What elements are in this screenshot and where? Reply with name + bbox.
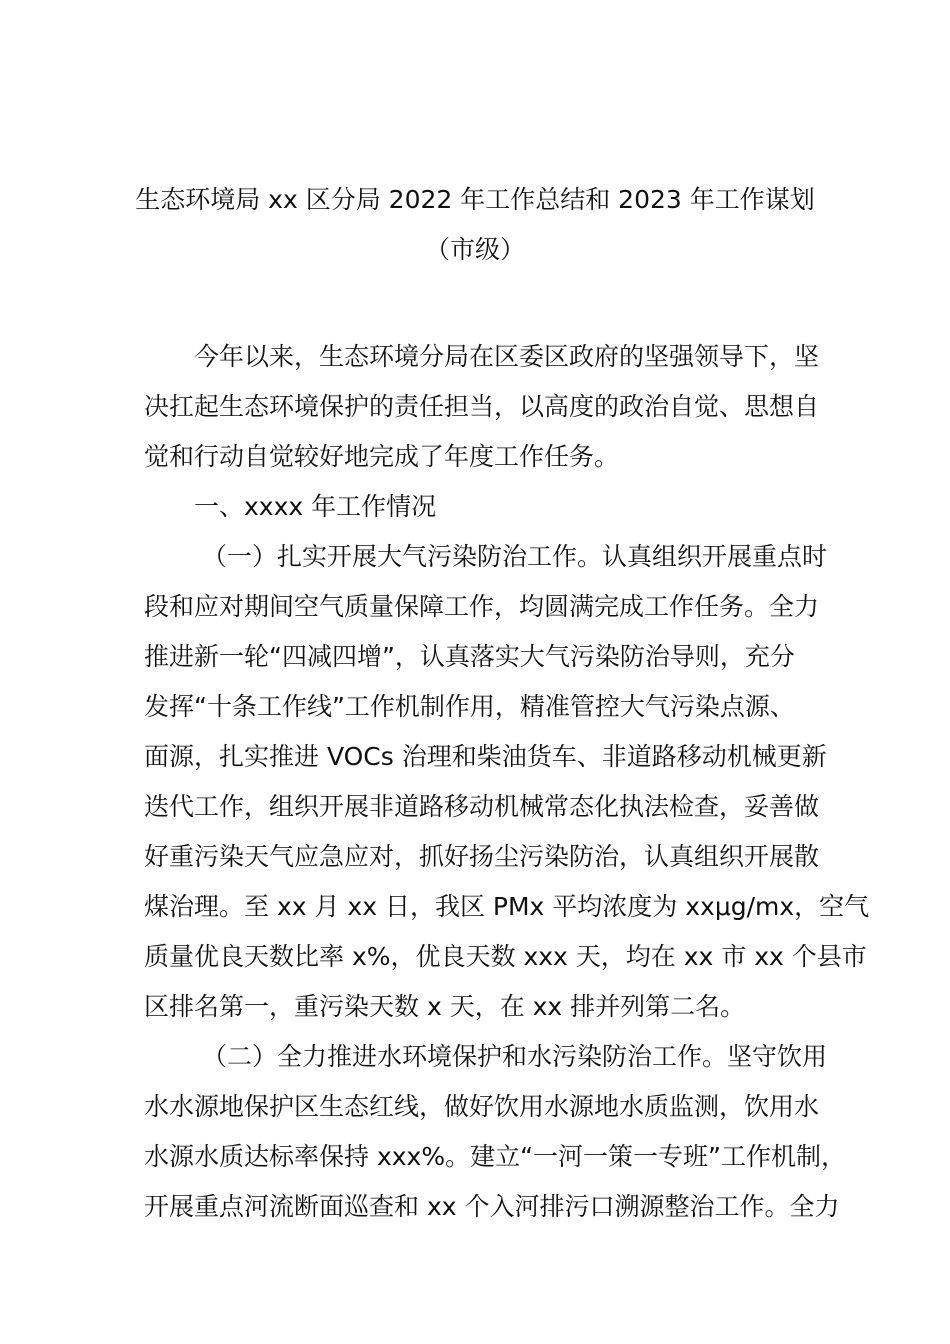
paragraph-water-line-2: 水水源地保护区生态红线，做好饮用水源地水质监测，饮用水: [144, 1092, 820, 1121]
document-body: [144, 332, 870, 1232]
paragraph-intro-line-1: 今年以来，生态环境分局在区委区政府的坚强领导下，坚: [194, 342, 820, 371]
paragraph-water-line-4: 开展重点河流断面巡查和 xx 个入河排污口溯源整治工作。全力: [144, 1192, 840, 1221]
document-title: 生态环境局 xx 区分局 2022 年工作总结和 2023 年工作谋划: [135, 185, 815, 214]
paragraph-water-line-3: 水源水质达标率保持 xxx%。建立“一河一策一专班”工作机制，: [144, 1142, 846, 1171]
paragraph-air-line-8: 煤治理。至 xx 月 xx 日，我区 PMx 平均浓度为 xxμg/mx，空气: [144, 892, 870, 921]
paragraph-air-line-3: 推进新一轮“四减四增”，认真落实大气污染防治导则，充分: [144, 642, 795, 671]
paragraph-air-line-5: 面源，扎实推进 VOCs 治理和柴油货车、非道路移动机械更新: [144, 742, 827, 771]
paragraph-air-line-6: 迭代工作，组织开展非道路移动机械常态化执法检查，妥善做: [144, 792, 820, 821]
paragraph-air-line-10: 区排名第一，重污染天数 x 天，在 xx 排并列第二名。: [144, 992, 746, 1021]
paragraph-air-line-7: 好重污染天气应急应对，抓好扬尘污染防治，认真组织开展散: [144, 842, 820, 871]
document-subtitle: （市级）: [424, 235, 525, 264]
paragraph-air-line-2: 段和应对期间空气质量保障工作，均圆满完成工作任务。全力: [144, 592, 820, 621]
paragraph-air-line-1: （一）扎实开展大气污染防治工作。认真组织开展重点时: [202, 542, 828, 571]
paragraph-air-line-4: 发挥“十条工作线”工作机制作用，精准管控大气污染点源、: [144, 692, 795, 721]
paragraph-air-line-9: 质量优良天数比率 x%，优良天数 xxx 天，均在 xx 市 xx 个县市: [144, 942, 867, 971]
section-heading: 一、xxxx 年工作情况: [194, 492, 437, 521]
paragraph-water-line-1: （二）全力推进水环境保护和水污染防治工作。坚守饮用: [202, 1042, 828, 1071]
paragraph-intro-line-2: 决扛起生态环境保护的责任担当，以高度的政治自觉、思想自: [144, 392, 820, 421]
paragraph-intro-line-3: 觉和行动自觉较好地完成了年度工作任务。: [144, 442, 620, 471]
